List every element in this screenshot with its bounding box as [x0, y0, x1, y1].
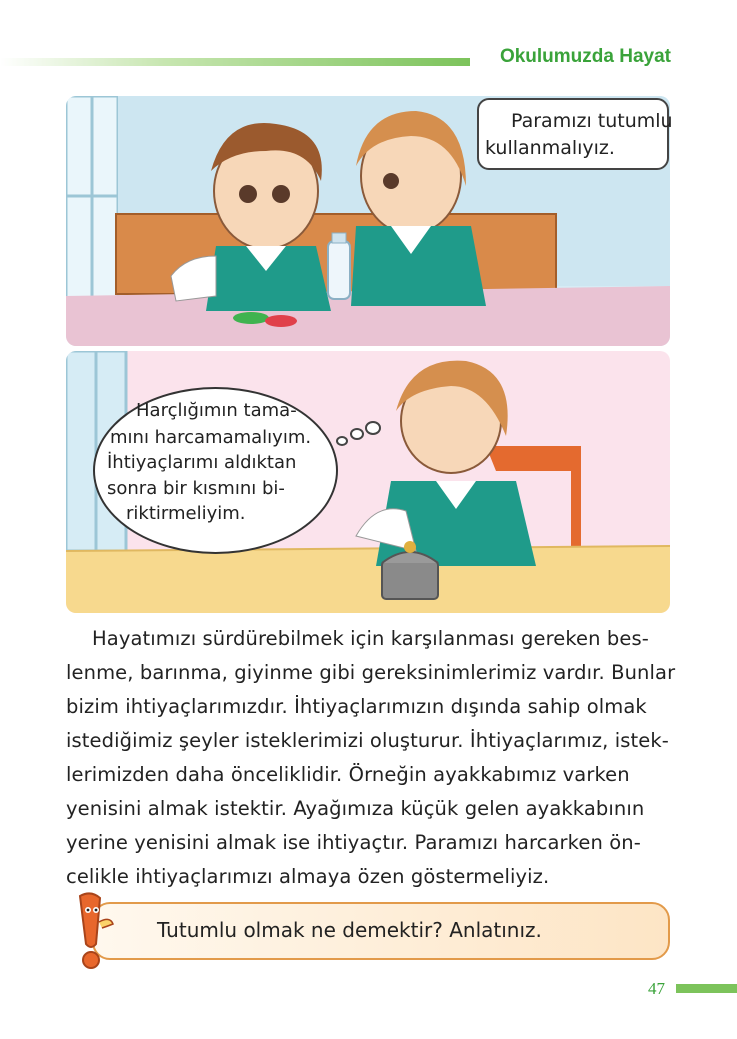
body-line: yenisini almak istektir. Ayağımıza küçük gelen ayakkabının [66, 797, 645, 820]
thought-line: sonra bir kısmını bi- [107, 478, 285, 499]
footer-decor-bar [676, 984, 737, 993]
header-decor-bar [0, 58, 470, 66]
body-line: bizim ihtiyaçlarımızdır. İhtiyaçlarımızın dışında sahip olmak [66, 695, 647, 718]
page-header-title: Okulumuzda Hayat [499, 46, 671, 67]
question-text: Tutumlu olmak ne demektir? Anlatınız. [157, 918, 542, 942]
body-line: celikle ihtiyaçlarımızı almaya özen göstermeliyiz. [66, 865, 550, 888]
speech-line: Paramızı tutumlu [511, 110, 673, 132]
thought-dot [365, 421, 381, 435]
thought-line: mını harcamamalıyım. [110, 427, 312, 448]
speech-line: kullanmalıyız. [485, 137, 615, 159]
exclamation-mascot-icon [66, 892, 116, 972]
thought-bubble-girl [93, 387, 338, 554]
thought-line: İhtiyaçlarımı aldıktan [107, 452, 297, 473]
body-line: lerimizden daha önceliklidir. Örneğin ayakkabımız varken [66, 763, 630, 786]
thought-dot [336, 436, 348, 446]
body-line: lenme, barınma, giyinme gibi gereksinimlerimiz vardır. Bunlar [66, 661, 676, 684]
thought-line: Harçlığımın tama- [136, 400, 297, 421]
page-number: 47 [648, 979, 665, 998]
thought-dot [350, 428, 364, 440]
body-line: Hayatımızı sürdürebilmek için karşılanması gereken bes- [92, 627, 649, 650]
speech-bubble-girl [477, 98, 673, 170]
thought-line: riktirmeliyim. [126, 503, 246, 524]
body-line: yerine yenisini almak ise ihtiyaçtır. Paramızı harcarken ön- [66, 831, 641, 854]
body-line: istediğimiz şeyler isteklerimizi oluşturur. İhtiyaçlarımız, istek- [66, 729, 669, 752]
